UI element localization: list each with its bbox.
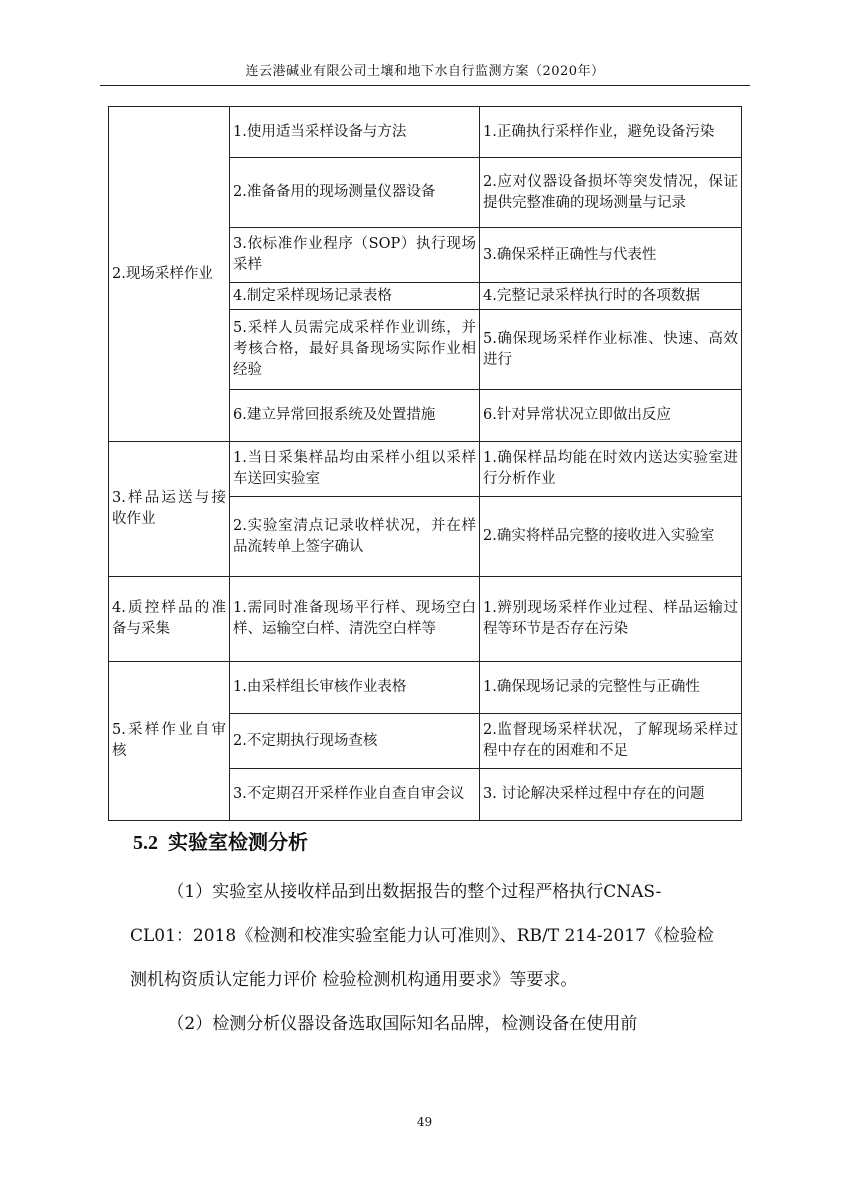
goal-cell: 5.确保现场采样作业标准、快速、高效进行: [480, 310, 742, 390]
goal-cell: 1.正确执行采样作业，避免设备污染: [480, 107, 742, 158]
category-cell: 3.样品运送与接收作业: [109, 442, 230, 577]
category-cell: 2.现场采样作业: [109, 107, 230, 442]
running-header: 连云港碱业有限公司土壤和地下水自行监测方案（2020年）: [245, 64, 605, 79]
measure-cell: 5.采样人员需完成采样作业训练，并考核合格，最好具备现场实际作业相经验: [230, 310, 480, 390]
goal-cell: 4.完整记录采样执行时的各项数据: [480, 283, 742, 310]
measure-cell: 1.由采样组长审核作业表格: [230, 662, 480, 714]
sampling-qc-table: [108, 106, 742, 821]
body-paragraph: （2）检测分析仪器设备选取国际知名品牌，检测设备在使用前: [167, 1014, 638, 1034]
measure-cell: 3.不定期召开采样作业自查自审会议: [230, 769, 480, 821]
section-title-text: 实验室检测分析: [168, 830, 308, 854]
section-number: 5.2: [133, 832, 158, 854]
measure-cell: 2.不定期执行现场查核: [230, 714, 480, 769]
goal-cell: 2.应对仪器设备损坏等突发情况，保证提供完整准确的现场测量与记录: [480, 158, 742, 228]
measure-cell: 2.准备备用的现场测量仪器设备: [230, 158, 480, 228]
goal-cell: 3.确保采样正确性与代表性: [480, 228, 742, 283]
goal-cell: 1.确保现场记录的完整性与正确性: [480, 662, 742, 714]
goal-cell: 2.确实将样品完整的接收进入实验室: [480, 497, 742, 577]
header-rule: [100, 85, 750, 86]
category-cell: 4.质控样品的准备与采集: [109, 577, 230, 662]
measure-cell: 1.使用适当采样设备与方法: [230, 107, 480, 158]
section-heading: [133, 826, 308, 855]
measure-cell: 4.制定采样现场记录表格: [230, 283, 480, 310]
goal-cell: 2.监督现场采样状况，了解现场采样过程中存在的困难和不足: [480, 714, 742, 769]
category-cell: 5.采样作业自审核: [109, 662, 230, 821]
body-paragraph: （1）实验室从接收样品到出数据报告的整个过程严格执行CNAS-CL01：2018《检测和校准实验室能力认可准则》、RB/T 214-2017《检验检测机构资质认定能力评价 检验检测机构通用要求》等要求。: [130, 882, 714, 990]
measure-cell: 6.建立异常回报系统及处置措施: [230, 390, 480, 442]
goal-cell: 3. 讨论解决采样过程中存在的问题: [480, 769, 742, 821]
goal-cell: 6.针对异常状况立即做出反应: [480, 390, 742, 442]
measure-cell: 1.需同时准备现场平行样、现场空白样、运输空白样、清洗空白样等: [230, 577, 480, 662]
measure-cell: 1.当日采集样品均由采样小组以采样车送回实验室: [230, 442, 480, 497]
page-number: 49: [416, 1115, 433, 1129]
measure-cell: 2.实验室清点记录收样状况，并在样品流转单上签字确认: [230, 497, 480, 577]
goal-cell: 1.辨别现场采样作业过程、样品运输过程等环节是否存在污染: [480, 577, 742, 662]
measure-cell: 3.依标准作业程序（SOP）执行现场采样: [230, 228, 480, 283]
goal-cell: 1.确保样品均能在时效内送达实验室进行分析作业: [480, 442, 742, 497]
